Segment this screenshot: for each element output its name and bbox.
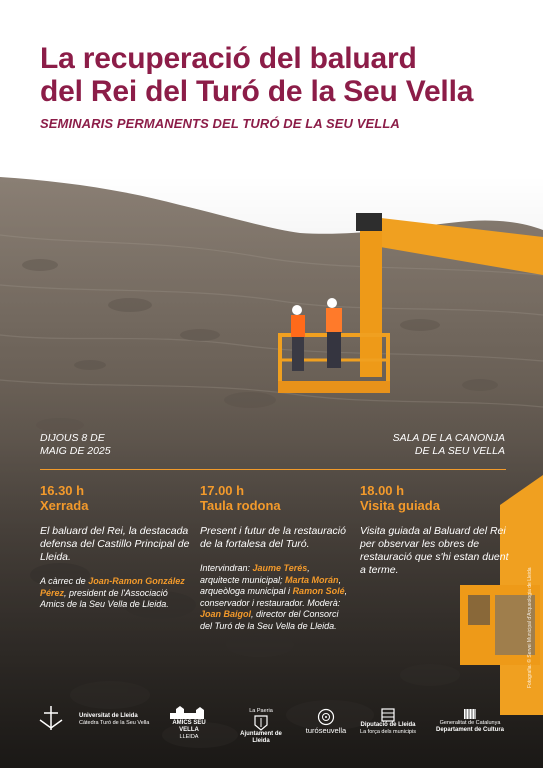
event-column-talk [40, 483, 190, 611]
amics-name: AMICS SEU VELLA [172, 720, 206, 733]
note-text: A càrrec de [40, 576, 89, 586]
photo-credit [525, 560, 535, 690]
event-time: 18.00 h [360, 483, 405, 498]
udl-chair: Càtedra Turó de la Seu Vella [79, 720, 150, 726]
turo-rose-icon [298, 708, 354, 726]
poster-title [40, 42, 520, 108]
amics-logo [164, 706, 214, 741]
udl-name: Universitat de Lleida [79, 713, 138, 719]
event-column-roundtable [200, 483, 350, 632]
moderator-name: Joan Baigol [200, 609, 252, 619]
paeria-logo [236, 708, 286, 745]
divider-rule [40, 469, 506, 470]
venue-line-1: SALA DE LA CANONJA [392, 432, 505, 444]
note-text: Intervindran: [200, 563, 253, 573]
participant-name: Ramon Solé [292, 586, 345, 596]
event-participants-note [200, 563, 350, 632]
note-text: , president de l'Associació Amics de la Seu Vella de Lleida. [40, 587, 169, 609]
venue-line-2: DE LA SEU VELLA [414, 445, 505, 457]
paeria-council: Ajuntament de Lleida [240, 731, 282, 744]
event-column-visit [360, 483, 510, 577]
title-line-1: La recuperació del baluard [40, 42, 417, 75]
diputacio-name: Diputació de Lleida [360, 722, 416, 728]
diputacio-emblem-icon [358, 708, 418, 722]
event-title: Taula rodona [200, 498, 281, 513]
diputacio-tagline: La força dels municipis [360, 729, 416, 735]
event-speaker-note [40, 576, 190, 611]
date-line-1: DIJOUS 8 DE [40, 432, 105, 444]
participant-name: Jaume Terés [252, 563, 308, 573]
gencat-name: Generalitat de Catalunya [439, 720, 501, 726]
gencat-flag-icon [430, 708, 510, 720]
title-line-2: del Rei del Turó de la Seu Vella [40, 75, 474, 108]
turo-logo [298, 708, 354, 735]
diputacio-logo [358, 708, 418, 736]
udl-logo [36, 704, 66, 732]
amics-cathedral-icon [164, 706, 214, 720]
speaker-name: Joan-Ramon González Pérez [40, 576, 185, 598]
event-time: 16.30 h [40, 483, 85, 498]
event-description: Visita guiada al Baluard del Rei per observar les obres de restauració que s'hi estan duent a terme. [360, 525, 509, 576]
photo-illustration [0, 175, 543, 768]
event-description: El baluard del Rei, la destacada defensa del Castillo Principal de Lleida. [40, 525, 190, 563]
event-date [40, 432, 160, 458]
event-venue [365, 432, 505, 458]
photo-credit-text: Fotografia: © Servei Municipal d'Arqueologia de Lleida [527, 567, 533, 688]
note-text: , arqueòloga municipal i [200, 574, 342, 596]
sponsor-logos [36, 704, 511, 744]
event-title: Visita guiada [360, 498, 440, 513]
udl-emblem-icon [36, 704, 66, 732]
restoration-photo [0, 175, 543, 768]
note-text: , conservador i restaurador. Moderà: [200, 586, 348, 608]
note-text: , arquitecte municipal; [200, 563, 310, 585]
udl-text [79, 713, 149, 727]
gencat-logo [430, 708, 510, 734]
poster-subtitle: SEMINARIS PERMANENTS DEL TURÓ DE LA SEU VELLA [40, 116, 400, 131]
event-time: 17.00 h [200, 483, 245, 498]
participant-name: Marta Morán [285, 574, 339, 585]
note-text: , director del Consorci del Turó de la Seu Vella de Lleida. [200, 609, 339, 631]
turo-name: turóseuvella [305, 726, 347, 735]
paeria-shield-icon [236, 715, 286, 731]
date-line-2: MAIG DE 2025 [40, 445, 111, 457]
event-description: Present i futur de la restauració de la fortalesa del Turó. [200, 525, 346, 550]
event-title: Xerrada [40, 498, 89, 513]
paeria-name: La Paeria [249, 708, 273, 714]
amics-city: LLEIDA [179, 734, 199, 740]
gencat-department: Departament de Cultura [435, 727, 504, 733]
